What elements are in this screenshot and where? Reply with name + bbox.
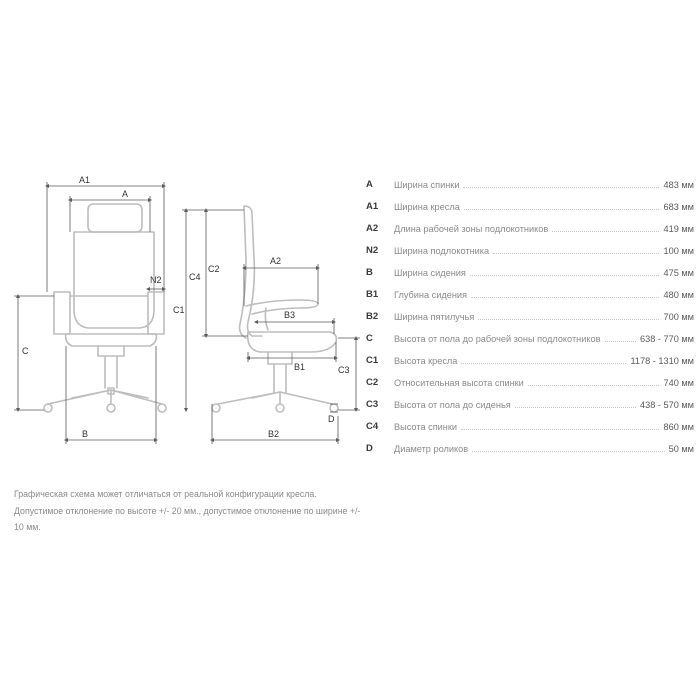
label-D: D — [328, 414, 335, 424]
disclaimer-note: Графическая схема может отличаться от реальной конфигурации кресла. Допустимое отклонение по высоте +/- 20 мм., допустимое отклонение по ширине +/- 10 мм. — [14, 489, 361, 532]
front-chair-outline — [48, 204, 164, 404]
label-B3: B3 — [284, 310, 296, 320]
spec-value: 100 мм — [663, 246, 694, 256]
spec-code: D — [366, 443, 373, 454]
label-A1: A1 — [79, 175, 91, 185]
side-view — [173, 206, 360, 444]
front-dimension-labels — [22, 175, 162, 439]
spec-row-C3 — [366, 392, 694, 414]
spec-row-A2 — [366, 216, 694, 238]
front-view — [14, 175, 166, 444]
spec-name: Длина рабочей зоны подлокотников — [394, 224, 549, 234]
spec-code: A1 — [366, 201, 379, 212]
spec-name: Высота от пола до сиденья — [394, 400, 511, 410]
spec-name: Высота от пола до рабочей зоны подлокотников — [394, 334, 601, 344]
label-C: C — [22, 346, 29, 356]
front-casters — [44, 404, 166, 412]
side-dimension-labels — [173, 256, 350, 439]
leader-dots — [464, 209, 660, 210]
label-C4: C4 — [189, 272, 201, 282]
leader-dots — [528, 385, 660, 386]
spec-name: Ширина кресла — [394, 202, 460, 212]
spec-name: Диаметр роликов — [394, 444, 469, 454]
spec-name: Высота спинки — [394, 422, 458, 432]
label-A2: A2 — [270, 256, 282, 266]
spec-code: B2 — [366, 311, 379, 322]
leader-dots — [471, 297, 659, 298]
spec-row-N2 — [366, 238, 694, 260]
label-C3: C3 — [338, 365, 350, 375]
leader-dots — [552, 231, 659, 232]
label-C2: C2 — [208, 264, 220, 274]
spec-code: B — [366, 267, 373, 278]
spec-name: Ширина пятилучья — [394, 312, 475, 322]
spec-value: 483 мм — [663, 180, 694, 190]
spec-row-C1 — [366, 348, 694, 370]
spec-code: C — [366, 333, 373, 344]
spec-name: Ширина подлокотника — [394, 246, 490, 256]
side-chair-outline — [218, 206, 336, 404]
spec-value: 700 мм — [663, 312, 694, 322]
spec-row-C2 — [366, 370, 694, 392]
spec-name: Относительная высота спинки — [394, 378, 524, 388]
spec-code: N2 — [366, 245, 379, 256]
spec-value: 419 мм — [663, 224, 694, 234]
spec-code: C1 — [366, 355, 379, 366]
spec-row-B — [366, 260, 694, 282]
leader-dots — [515, 407, 636, 408]
spec-value: 475 мм — [663, 268, 694, 278]
spec-name: Глубина сидения — [394, 290, 468, 300]
spec-value: 438 - 570 мм — [639, 400, 694, 410]
side-casters — [212, 404, 338, 412]
spec-value: 638 - 770 мм — [639, 334, 694, 344]
spec-row-C4 — [366, 414, 694, 436]
spec-name: Ширина сидения — [394, 268, 466, 278]
spec-code: A2 — [366, 223, 379, 234]
spec-code: B1 — [366, 289, 379, 300]
spec-code: A — [366, 179, 373, 190]
label-C1: C1 — [173, 305, 185, 315]
side-dimension-lines — [182, 210, 360, 444]
spec-value: 1178 - 1310 мм — [630, 356, 694, 366]
leader-dots — [461, 363, 626, 364]
label-B2: B2 — [268, 429, 280, 439]
spec-code: C4 — [366, 421, 379, 432]
spec-value: 480 мм — [663, 290, 694, 300]
spec-name: Высота кресла — [394, 356, 458, 366]
spec-row-A — [366, 172, 694, 194]
spec-row-B1 — [366, 282, 694, 304]
specification-table — [366, 172, 694, 458]
leader-dots — [470, 275, 660, 276]
label-N2: N2 — [150, 275, 162, 285]
spec-code: C3 — [366, 399, 379, 410]
spec-row-A1 — [366, 194, 694, 216]
spec-row-C — [366, 326, 694, 348]
label-A: A — [122, 189, 129, 199]
spec-value: 683 мм — [663, 202, 694, 212]
leader-dots — [472, 451, 665, 452]
spec-name: Ширина спинки — [394, 180, 460, 190]
spec-value: 740 мм — [663, 378, 694, 388]
spec-code: C2 — [366, 377, 379, 388]
leader-dots — [463, 187, 659, 188]
label-B1: B1 — [294, 362, 306, 372]
leader-dots — [605, 341, 636, 342]
spec-value: 50 мм — [668, 444, 694, 454]
leader-dots — [461, 429, 659, 430]
spec-value: 860 мм — [663, 422, 694, 432]
leader-dots — [478, 319, 659, 320]
spec-row-B2 — [366, 304, 694, 326]
leader-dots — [493, 253, 659, 254]
spec-row-D — [366, 436, 694, 458]
label-B: B — [82, 429, 89, 439]
